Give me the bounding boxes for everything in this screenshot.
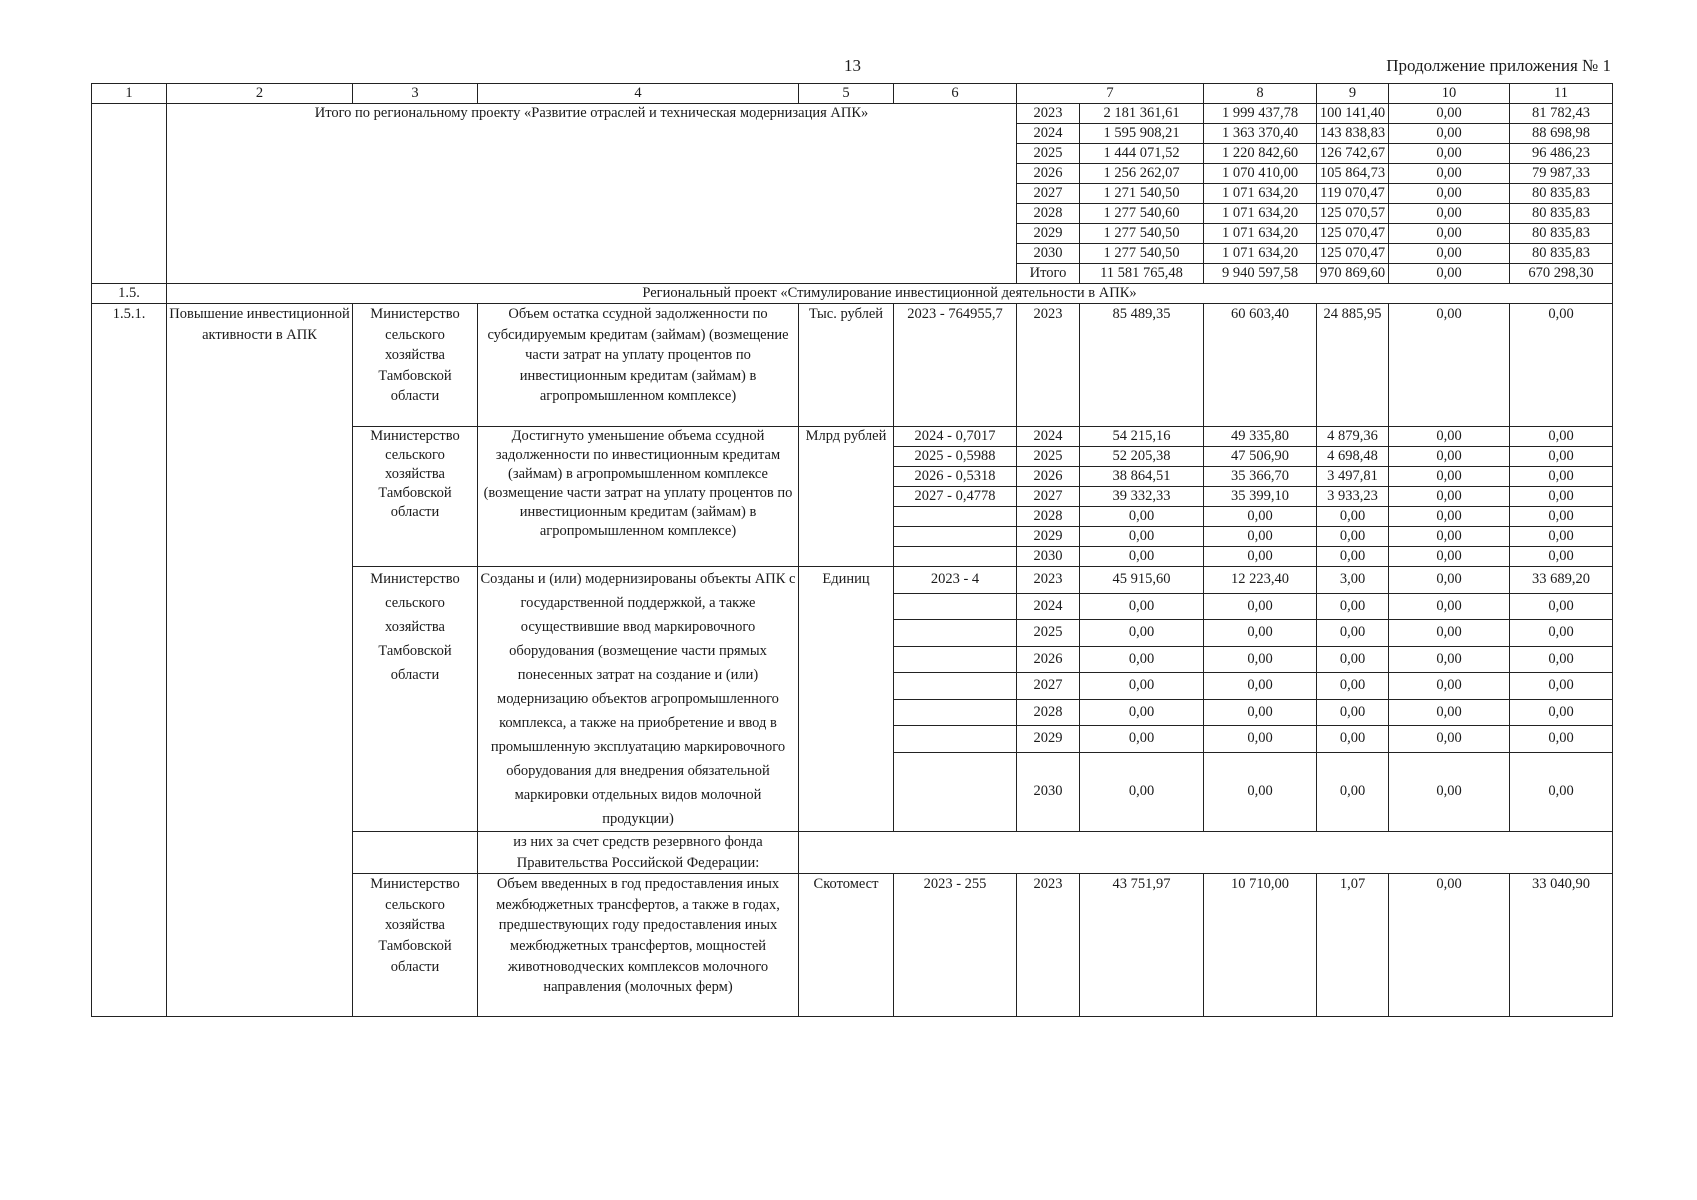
extra-amount-cell: 96 486,23 (1510, 144, 1613, 164)
regional-amount-cell: 3 933,23 (1317, 487, 1389, 507)
total-amount-cell: 54 215,16 (1080, 427, 1204, 447)
local-amount-cell: 0,00 (1389, 224, 1510, 244)
year-cell: 2023 (1017, 304, 1080, 427)
indicator-cell: Достигнуто уменьшение объема ссудной задолженности по инвестиционным кредитам (займам) в агропромышленном комплексе (возмещение части затрат на уплату процентов по инвестиционным кредитам (займам) в агропромышленном комплексе) (478, 427, 799, 567)
federal-amount-cell: 0,00 (1204, 547, 1317, 567)
federal-amount-cell: 0,00 (1204, 593, 1317, 620)
regional-amount-cell: 0,00 (1317, 507, 1389, 527)
year-cell: 2024 (1017, 593, 1080, 620)
item-number: 1.5.1. (92, 304, 167, 1017)
unit-cell: Скотомест (799, 874, 894, 1017)
col-header: 6 (894, 84, 1017, 104)
local-amount-cell: 0,00 (1389, 699, 1510, 726)
target-cell: 2026 - 0,5318 (894, 467, 1017, 487)
executor-cell: Министерство сельского хозяйства Тамбовской области (353, 567, 478, 832)
empty-cell (799, 832, 1613, 874)
indicator-cell: Объем остатка ссудной задолженности по субсидируемым кредитам (займам) (возмещение части затрат на уплату процентов по инвестиционным кредитам (займам) в агропромышленном комплексе) (478, 304, 799, 427)
year-cell: 2025 (1017, 447, 1080, 467)
appendix-table (91, 83, 1613, 1017)
unit-cell: Млрд рублей (799, 427, 894, 567)
column-number-row (92, 84, 1613, 104)
total-amount-cell: 1 271 540,50 (1080, 184, 1204, 204)
total-amount-cell: 11 581 765,48 (1080, 264, 1204, 284)
federal-amount-cell: 9 940 597,58 (1204, 264, 1317, 284)
year-cell: 2030 (1017, 547, 1080, 567)
local-amount-cell: 0,00 (1389, 467, 1510, 487)
extra-amount-cell: 88 698,98 (1510, 124, 1613, 144)
regional-amount-cell: 24 885,95 (1317, 304, 1389, 427)
regional-amount-cell: 0,00 (1317, 593, 1389, 620)
target-cell: 2023 - 255 (894, 874, 1017, 1017)
total-amount-cell: 0,00 (1080, 646, 1204, 673)
target-cell (894, 699, 1017, 726)
local-amount-cell: 0,00 (1389, 244, 1510, 264)
extra-amount-cell: 0,00 (1510, 447, 1613, 467)
year-cell: 2025 (1017, 144, 1080, 164)
local-amount-cell: 0,00 (1389, 124, 1510, 144)
federal-amount-cell: 1 071 634,20 (1204, 224, 1317, 244)
total-amount-cell: 0,00 (1080, 726, 1204, 753)
federal-amount-cell: 0,00 (1204, 646, 1317, 673)
total-amount-cell: 45 915,60 (1080, 567, 1204, 594)
local-amount-cell: 0,00 (1389, 620, 1510, 647)
regional-amount-cell: 105 864,73 (1317, 164, 1389, 184)
local-amount-cell: 0,00 (1389, 527, 1510, 547)
year-cell: 2028 (1017, 699, 1080, 726)
target-cell (894, 527, 1017, 547)
total-amount-cell: 1 277 540,50 (1080, 224, 1204, 244)
regional-amount-cell: 143 838,83 (1317, 124, 1389, 144)
regional-amount-cell: 0,00 (1317, 726, 1389, 753)
col-header: 7 (1017, 84, 1204, 104)
regional-amount-cell: 0,00 (1317, 752, 1389, 832)
total-amount-cell: 0,00 (1080, 547, 1204, 567)
federal-amount-cell: 0,00 (1204, 699, 1317, 726)
col-header: 9 (1317, 84, 1389, 104)
data-row (92, 304, 1613, 427)
local-amount-cell: 0,00 (1389, 164, 1510, 184)
extra-amount-cell: 0,00 (1510, 620, 1613, 647)
target-cell: 2025 - 0,5988 (894, 447, 1017, 467)
col-header: 3 (353, 84, 478, 104)
target-cell (894, 547, 1017, 567)
col-header: 4 (478, 84, 799, 104)
local-amount-cell: 0,00 (1389, 874, 1510, 1017)
extra-amount-cell: 80 835,83 (1510, 204, 1613, 224)
extra-amount-cell: 0,00 (1510, 593, 1613, 620)
target-cell (894, 726, 1017, 753)
federal-amount-cell: 0,00 (1204, 752, 1317, 832)
year-cell: 2027 (1017, 673, 1080, 700)
local-amount-cell: 0,00 (1389, 144, 1510, 164)
federal-amount-cell: 0,00 (1204, 527, 1317, 547)
federal-amount-cell: 1 220 842,60 (1204, 144, 1317, 164)
col-header: 11 (1510, 84, 1613, 104)
extra-amount-cell: 0,00 (1510, 752, 1613, 832)
year-cell: 2030 (1017, 752, 1080, 832)
extra-amount-cell: 80 835,83 (1510, 244, 1613, 264)
total-amount-cell: 43 751,97 (1080, 874, 1204, 1017)
extra-amount-cell: 0,00 (1510, 427, 1613, 447)
extra-amount-cell: 0,00 (1510, 527, 1613, 547)
year-cell: 2023 (1017, 567, 1080, 594)
page-number: 13 (844, 56, 861, 75)
total-row (92, 104, 1613, 124)
target-cell (894, 593, 1017, 620)
federal-amount-cell: 1 999 437,78 (1204, 104, 1317, 124)
target-cell: 2027 - 0,4778 (894, 487, 1017, 507)
year-cell: 2030 (1017, 244, 1080, 264)
total-amount-cell: 0,00 (1080, 593, 1204, 620)
federal-amount-cell: 1 071 634,20 (1204, 184, 1317, 204)
target-cell (894, 673, 1017, 700)
unit-cell: Единиц (799, 567, 894, 832)
year-cell: 2029 (1017, 726, 1080, 753)
col-header: 5 (799, 84, 894, 104)
extra-amount-cell: 0,00 (1510, 467, 1613, 487)
federal-amount-cell: 1 363 370,40 (1204, 124, 1317, 144)
local-amount-cell: 0,00 (1389, 547, 1510, 567)
table-body (92, 104, 1613, 1017)
extra-amount-cell: 0,00 (1510, 646, 1613, 673)
target-cell: 2023 - 4 (894, 567, 1017, 594)
regional-amount-cell: 119 070,47 (1317, 184, 1389, 204)
local-amount-cell: 0,00 (1389, 184, 1510, 204)
total-amount-cell: 85 489,35 (1080, 304, 1204, 427)
executor-cell: Министерство сельского хозяйства Тамбовской области (353, 427, 478, 567)
extra-amount-cell: 670 298,30 (1510, 264, 1613, 284)
total-label: Итого по региональному проекту «Развитие отраслей и техническая модернизация АПК» (167, 104, 1017, 284)
year-cell: 2027 (1017, 184, 1080, 204)
local-amount-cell: 0,00 (1389, 104, 1510, 124)
extra-amount-cell: 0,00 (1510, 507, 1613, 527)
regional-amount-cell: 125 070,47 (1317, 244, 1389, 264)
section-row (92, 284, 1613, 304)
total-amount-cell: 1 595 908,21 (1080, 124, 1204, 144)
federal-amount-cell: 1 071 634,20 (1204, 204, 1317, 224)
regional-amount-cell: 4 698,48 (1317, 447, 1389, 467)
local-amount-cell: 0,00 (1389, 427, 1510, 447)
total-amount-cell: 0,00 (1080, 507, 1204, 527)
year-cell: 2026 (1017, 646, 1080, 673)
regional-amount-cell: 125 070,47 (1317, 224, 1389, 244)
year-cell: 2025 (1017, 620, 1080, 647)
regional-amount-cell: 0,00 (1317, 646, 1389, 673)
regional-amount-cell: 0,00 (1317, 699, 1389, 726)
regional-amount-cell: 0,00 (1317, 527, 1389, 547)
section-title: Региональный проект «Стимулирование инвестиционной деятельности в АПК» (167, 284, 1613, 304)
extra-amount-cell: 81 782,43 (1510, 104, 1613, 124)
regional-amount-cell: 1,07 (1317, 874, 1389, 1017)
local-amount-cell: 0,00 (1389, 487, 1510, 507)
regional-amount-cell: 3,00 (1317, 567, 1389, 594)
year-cell: 2029 (1017, 527, 1080, 547)
total-amount-cell: 0,00 (1080, 620, 1204, 647)
extra-amount-cell: 33 689,20 (1510, 567, 1613, 594)
federal-amount-cell: 47 506,90 (1204, 447, 1317, 467)
year-cell: 2026 (1017, 467, 1080, 487)
reserve-note: из них за счет средств резервного фонда Правительства Российской Федерации: (478, 832, 799, 874)
year-cell: Итого (1017, 264, 1080, 284)
extra-amount-cell: 80 835,83 (1510, 224, 1613, 244)
federal-amount-cell: 1 071 634,20 (1204, 244, 1317, 264)
total-amount-cell: 0,00 (1080, 752, 1204, 832)
continuation-label: Продолжение приложения № 1 (1386, 56, 1611, 75)
regional-amount-cell: 4 879,36 (1317, 427, 1389, 447)
extra-amount-cell: 0,00 (1510, 726, 1613, 753)
col-header: 1 (92, 84, 167, 104)
total-amount-cell: 2 181 361,61 (1080, 104, 1204, 124)
total-amount-cell: 38 864,51 (1080, 467, 1204, 487)
year-cell: 2028 (1017, 204, 1080, 224)
target-cell (894, 752, 1017, 832)
local-amount-cell: 0,00 (1389, 752, 1510, 832)
local-amount-cell: 0,00 (1389, 204, 1510, 224)
total-amount-cell: 0,00 (1080, 527, 1204, 547)
extra-amount-cell: 80 835,83 (1510, 184, 1613, 204)
total-amount-cell: 39 332,33 (1080, 487, 1204, 507)
local-amount-cell: 0,00 (1389, 646, 1510, 673)
federal-amount-cell: 35 366,70 (1204, 467, 1317, 487)
empty-cell (353, 832, 478, 874)
total-amount-cell: 1 277 540,60 (1080, 204, 1204, 224)
regional-amount-cell: 970 869,60 (1317, 264, 1389, 284)
year-cell: 2026 (1017, 164, 1080, 184)
federal-amount-cell: 12 223,40 (1204, 567, 1317, 594)
federal-amount-cell: 49 335,80 (1204, 427, 1317, 447)
local-amount-cell: 0,00 (1389, 264, 1510, 284)
federal-amount-cell: 1 070 410,00 (1204, 164, 1317, 184)
col-header: 2 (167, 84, 353, 104)
local-amount-cell: 0,00 (1389, 673, 1510, 700)
federal-amount-cell: 0,00 (1204, 620, 1317, 647)
year-cell: 2023 (1017, 104, 1080, 124)
col-header: 10 (1389, 84, 1510, 104)
target-cell: 2024 - 0,7017 (894, 427, 1017, 447)
local-amount-cell: 0,00 (1389, 447, 1510, 467)
total-amount-cell: 52 205,38 (1080, 447, 1204, 467)
total-amount-cell: 0,00 (1080, 699, 1204, 726)
year-cell: 2028 (1017, 507, 1080, 527)
unit-cell: Тыс. рублей (799, 304, 894, 427)
total-amount-cell: 1 277 540,50 (1080, 244, 1204, 264)
regional-amount-cell: 100 141,40 (1317, 104, 1389, 124)
year-cell: 2024 (1017, 124, 1080, 144)
total-num-cell (92, 104, 167, 284)
extra-amount-cell: 0,00 (1510, 673, 1613, 700)
regional-amount-cell: 0,00 (1317, 547, 1389, 567)
regional-amount-cell: 125 070,57 (1317, 204, 1389, 224)
executor-cell: Министерство сельского хозяйства Тамбовской области (353, 874, 478, 1017)
regional-amount-cell: 126 742,67 (1317, 144, 1389, 164)
col-header: 8 (1204, 84, 1317, 104)
extra-amount-cell: 0,00 (1510, 699, 1613, 726)
indicator-cell: Созданы и (или) модернизированы объекты АПК с государственной поддержкой, а также осуществившие ввод маркировочного оборудования (возмещение части прямых понесенных затрат на создание и (или) модернизацию объектов агропромышленного комплекса, а также на приобретение и ввод в промышленную эксплуатацию маркировочного оборудования для внедрения обязательной маркировки отдельных видов молочной продукции) (478, 567, 799, 832)
extra-amount-cell: 0,00 (1510, 547, 1613, 567)
target-cell (894, 620, 1017, 647)
extra-amount-cell: 79 987,33 (1510, 164, 1613, 184)
target-cell: 2023 - 764955,7 (894, 304, 1017, 427)
local-amount-cell: 0,00 (1389, 304, 1510, 427)
federal-amount-cell: 0,00 (1204, 726, 1317, 753)
year-cell: 2027 (1017, 487, 1080, 507)
year-cell: 2029 (1017, 224, 1080, 244)
federal-amount-cell: 60 603,40 (1204, 304, 1317, 427)
local-amount-cell: 0,00 (1389, 726, 1510, 753)
item-name: Повышение инвестиционной активности в АПК (167, 304, 353, 1017)
extra-amount-cell: 0,00 (1510, 304, 1613, 427)
target-cell (894, 646, 1017, 673)
target-cell (894, 507, 1017, 527)
year-cell: 2024 (1017, 427, 1080, 447)
total-amount-cell: 0,00 (1080, 673, 1204, 700)
regional-amount-cell: 0,00 (1317, 620, 1389, 647)
extra-amount-cell: 33 040,90 (1510, 874, 1613, 1017)
federal-amount-cell: 0,00 (1204, 507, 1317, 527)
total-amount-cell: 1 444 071,52 (1080, 144, 1204, 164)
regional-amount-cell: 0,00 (1317, 673, 1389, 700)
local-amount-cell: 0,00 (1389, 507, 1510, 527)
extra-amount-cell: 0,00 (1510, 487, 1613, 507)
local-amount-cell: 0,00 (1389, 593, 1510, 620)
federal-amount-cell: 10 710,00 (1204, 874, 1317, 1017)
indicator-cell: Объем введенных в год предоставления иных межбюджетных трансфертов, а также в годах, предшествующих году предоставления иных межбюджетных трансфертов, мощностей животноводческих комплексов молочного направления (молочных ферм) (478, 874, 799, 1017)
federal-amount-cell: 0,00 (1204, 673, 1317, 700)
local-amount-cell: 0,00 (1389, 567, 1510, 594)
federal-amount-cell: 35 399,10 (1204, 487, 1317, 507)
total-amount-cell: 1 256 262,07 (1080, 164, 1204, 184)
executor-cell: Министерство сельского хозяйства Тамбовской области (353, 304, 478, 427)
section-number: 1.5. (92, 284, 167, 304)
regional-amount-cell: 3 497,81 (1317, 467, 1389, 487)
year-cell: 2023 (1017, 874, 1080, 1017)
